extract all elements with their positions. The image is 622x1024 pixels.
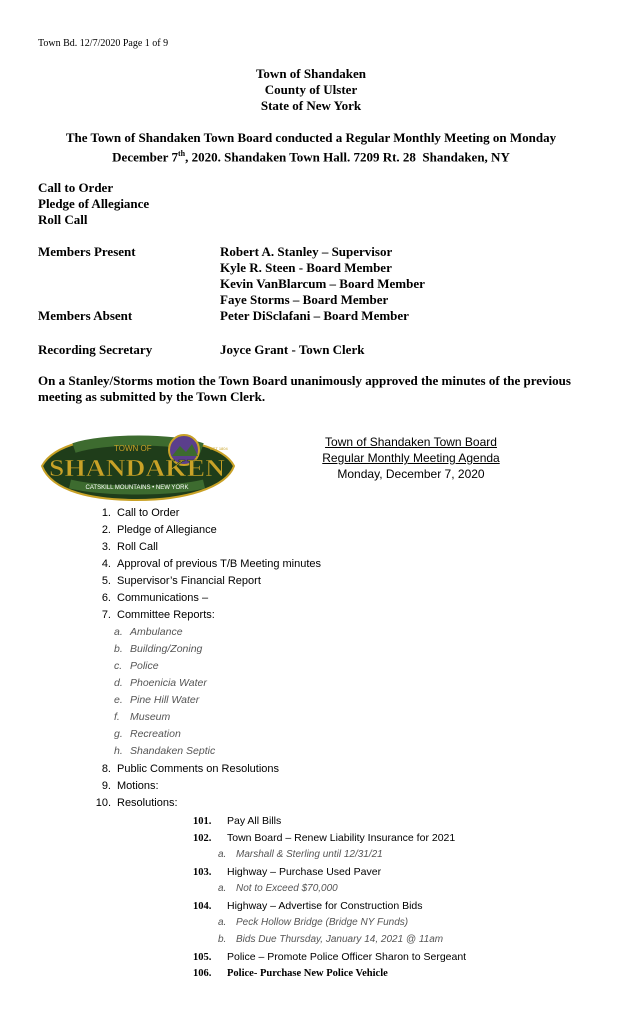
title-block — [0, 66, 622, 114]
agenda-item: 2. Pledge of Allegiance — [101, 524, 217, 536]
member-absent: Peter DiSclafani – Board Member — [220, 308, 409, 323]
member-present: Kevin VanBlarcum – Board Member — [220, 276, 425, 291]
resolution-subitem: a. Marshall & Sterling until 12/31/21 — [218, 849, 383, 860]
meeting-intro — [0, 130, 622, 165]
agenda-item: 9. Motions: — [101, 780, 159, 792]
intro-line-1: The Town of Shandaken Town Board conducted a Regular Monthly Meeting on Monday — [65, 130, 557, 145]
committee-item: c. Police — [114, 660, 159, 672]
resolution-item: 102. Town Board – Renew Liability Insurance for 2021 — [193, 832, 456, 844]
minutes-approval: On a Stanley/Storms motion the Town Board unanimously approved the minutes of the previous meeting as submitted by the Town Clerk. — [38, 373, 571, 404]
intro-line-2: December 7th, 2020. Shandaken Town Hall. 7209 Rt. 28 Shandaken, NY — [112, 149, 510, 165]
opening-pledge: Pledge of Allegiance — [38, 196, 150, 211]
town-name: Town of Shandaken — [255, 66, 367, 81]
logo-top-text: TOWN OF — [114, 444, 152, 453]
member-present: Robert A. Stanley – Supervisor — [220, 244, 393, 259]
agenda-item: 7. Committee Reports: — [101, 609, 215, 621]
agenda-heading — [306, 434, 516, 482]
members-present-label: Members Present — [38, 244, 136, 259]
resolution-subitem: a. Peck Hollow Bridge (Bridge NY Funds) — [218, 917, 409, 928]
member-present: Faye Storms – Board Member — [220, 292, 389, 307]
agenda-title-2: Regular Monthly Meeting Agenda — [322, 451, 500, 465]
opening-roll-call: Roll Call — [38, 212, 88, 227]
agenda-item: 5. Supervisor’s Financial Report — [101, 575, 261, 587]
members-absent-label: Members Absent — [38, 308, 133, 323]
resolution-item: 105. Police – Promote Police Officer Sharon to Sergeant — [193, 951, 467, 963]
agenda-item: 6. Communications – — [101, 592, 209, 604]
shandaken-logo — [34, 426, 240, 508]
recording-secretary: Joyce Grant - Town Clerk — [220, 342, 365, 357]
agenda-date: Monday, December 7, 2020 — [337, 467, 485, 481]
committee-item: g. Recreation — [114, 728, 181, 740]
recording-secretary-label: Recording Secretary — [38, 342, 153, 357]
agenda-item: 10. Resolutions: — [95, 797, 178, 809]
committee-item: a. Ambulance — [114, 626, 183, 638]
logo-name: SHANDAKEN — [49, 456, 226, 482]
agenda-item: 3. Roll Call — [101, 541, 158, 553]
resolution-item: 104. Highway – Advertise for Construction Bids — [193, 900, 423, 912]
committee-item: d. Phoenicia Water — [114, 677, 207, 689]
opening-list — [38, 180, 149, 228]
agenda-item: 4. Approval of previous T/B Meeting minutes — [101, 558, 322, 570]
committee-item: f. Museum — [114, 711, 171, 723]
logo-est: EST 1804 — [210, 446, 228, 451]
resolution-item: 103. Highway – Purchase Used Paver — [193, 866, 382, 878]
resolution-item: 106. Police- Purchase New Police Vehicle — [193, 968, 388, 979]
page-header: Town Bd. 12/7/2020 Page 1 of 9 — [38, 38, 169, 49]
resolution-item: 101. Pay All Bills — [193, 815, 282, 827]
committee-item: b. Building/Zoning — [114, 643, 203, 655]
agenda-item: 8. Public Comments on Resolutions — [101, 763, 280, 775]
resolution-subitem: b. Bids Due Thursday, January 14, 2021 @ 11am — [218, 934, 444, 945]
agenda-title-1: Town of Shandaken Town Board — [325, 435, 497, 449]
opening-call-to-order: Call to Order — [38, 180, 114, 195]
member-present: Kyle R. Steen - Board Member — [220, 260, 392, 275]
resolution-subitem: a. Not to Exceed $70,000 — [218, 883, 338, 894]
committee-item: e. Pine Hill Water — [114, 694, 200, 706]
logo-bottom-text: CATSKILL MOUNTAINS • NEW YORK — [85, 485, 189, 491]
committee-item: h. Shandaken Septic — [114, 745, 216, 757]
state-name: State of New York — [260, 98, 362, 113]
agenda-item: 1. Call to Order — [101, 507, 180, 519]
county-name: County of Ulster — [264, 82, 358, 97]
